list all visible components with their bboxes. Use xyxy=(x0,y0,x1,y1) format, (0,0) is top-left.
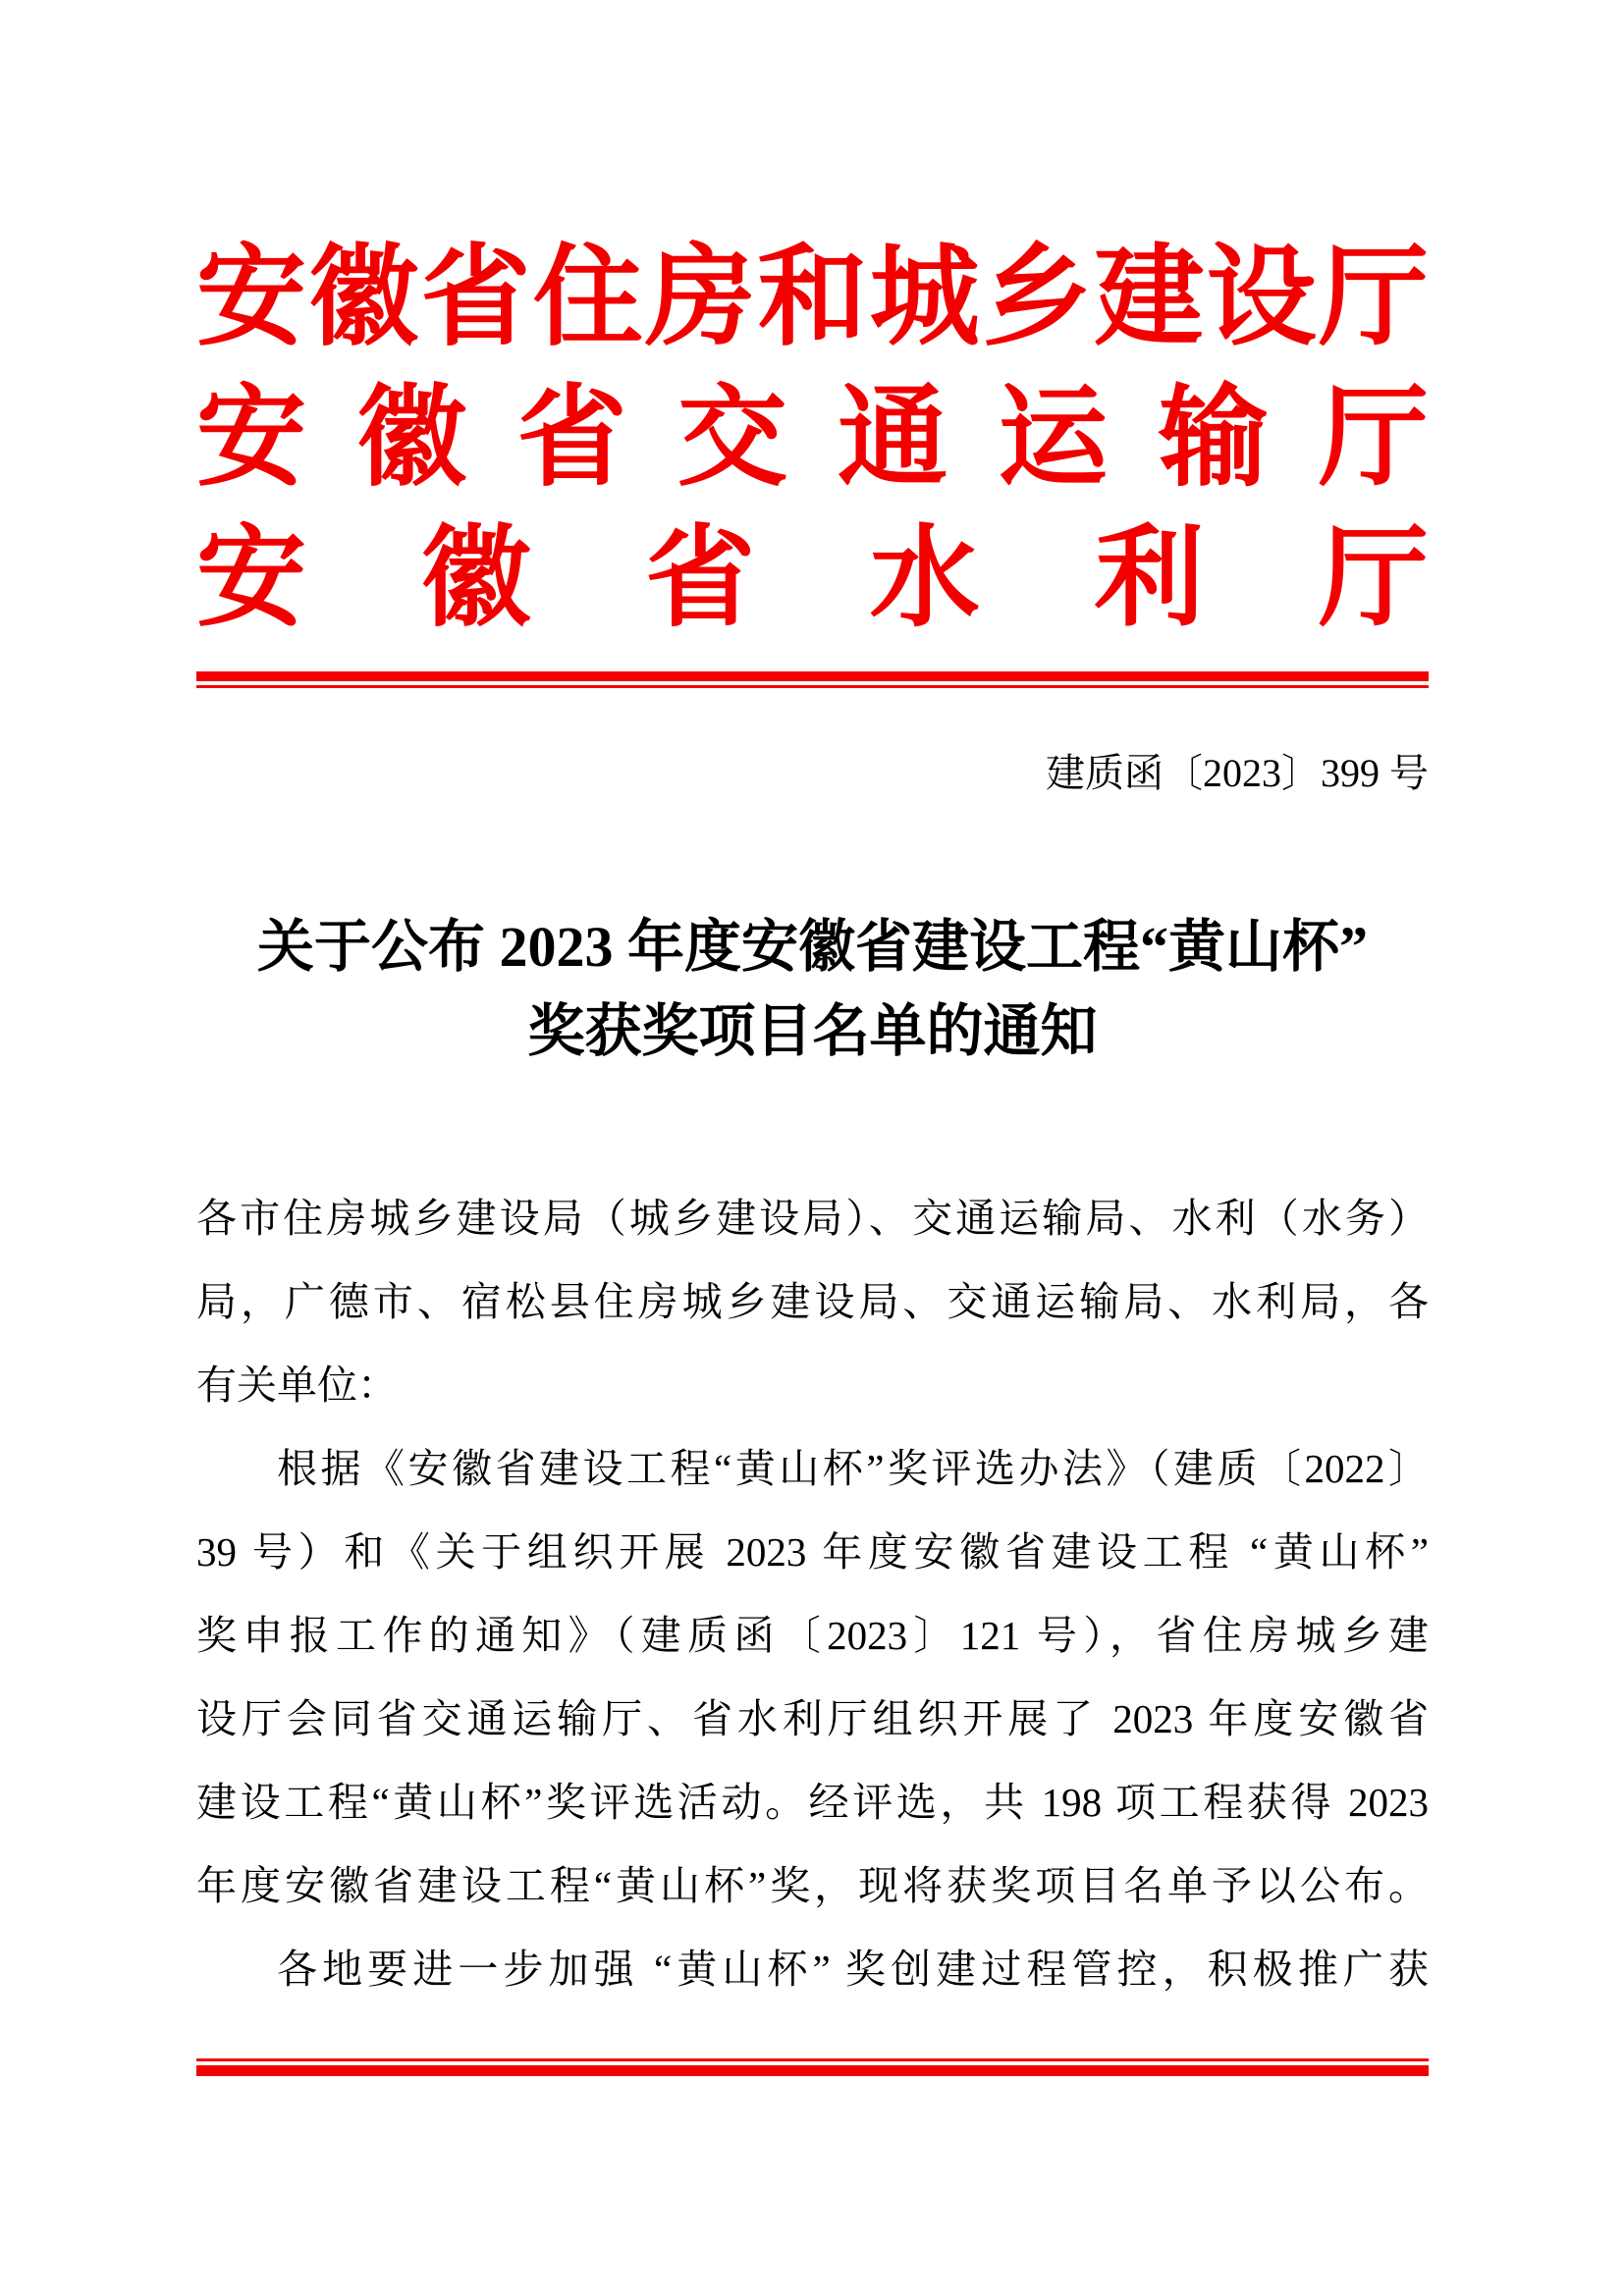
letterhead-char: 房 xyxy=(645,237,756,359)
title-line-2: 奖获奖项目名单的通知 xyxy=(527,999,1098,1063)
letterhead-char: 徽 xyxy=(420,517,531,640)
header-rule-thin xyxy=(196,685,1429,688)
document-number: 建质函〔2023〕399 号 xyxy=(1046,751,1429,795)
letterhead-char: 厅 xyxy=(1318,377,1429,500)
letterhead-char: 通 xyxy=(838,377,948,500)
letterhead-line-3 xyxy=(196,508,1429,649)
footer-rule-thick xyxy=(196,2065,1429,2076)
letterhead-line-1 xyxy=(196,228,1429,368)
letterhead-char: 利 xyxy=(1094,517,1205,640)
body-text xyxy=(196,1177,1429,2011)
header-rule-thick xyxy=(196,671,1429,681)
body-line-6: 奖申报工作的通知》（建质函〔2023〕121 号），省住房城乡建 xyxy=(196,1613,1429,1658)
letterhead-char: 安 xyxy=(196,237,306,359)
footer-rule-thin xyxy=(196,2058,1429,2061)
letterhead-char: 运 xyxy=(998,377,1109,500)
letterhead-char: 安 xyxy=(196,377,306,500)
letterhead-char: 水 xyxy=(869,517,980,640)
letterhead-char: 交 xyxy=(677,377,787,500)
letterhead-char: 徽 xyxy=(356,377,467,500)
letterhead-char: 省 xyxy=(645,517,756,640)
document-title xyxy=(196,905,1429,1074)
letterhead xyxy=(196,228,1429,649)
body-line-4: 根据《安徽省建设工程“黄山杯”奖评选办法》（建质〔2022〕 xyxy=(277,1446,1429,1491)
letterhead-char: 和 xyxy=(757,237,868,359)
letterhead-char: 省 xyxy=(516,377,627,500)
letterhead-char: 省 xyxy=(420,237,531,359)
body-line-7: 设厅会同省交通运输厅、省水利厅组织开展了 2023 年度安徽省 xyxy=(196,1696,1429,1741)
body-line-8: 建设工程“黄山杯”奖评选活动。经评选，共 198 项工程获得 2023 xyxy=(196,1780,1429,1825)
body-line-2: 局，广德市、宿松县住房城乡建设局、交通运输局、水利局，各 xyxy=(196,1279,1429,1324)
letterhead-char: 徽 xyxy=(308,237,419,359)
letterhead-char: 厅 xyxy=(1318,237,1429,359)
letterhead-char: 住 xyxy=(532,237,643,359)
body-line-5: 39 号）和《关于组织开展 2023 年度安徽省建设工程 “黄山杯” xyxy=(196,1529,1429,1575)
body-line-1: 各市住房城乡建设局（城乡建设局）、交通运输局、水利（水务） xyxy=(196,1196,1429,1241)
letterhead-char: 安 xyxy=(196,517,306,640)
body-line-9: 年度安徽省建设工程“黄山杯”奖，现将获奖项目名单予以公布。 xyxy=(196,1863,1429,1908)
letterhead-char: 建 xyxy=(1094,237,1205,359)
letterhead-line-2 xyxy=(196,368,1429,508)
body-line-10: 各地要进一步加强 “黄山杯” 奖创建过程管控，积极推广获 xyxy=(277,1947,1429,1992)
body-line-3: 有关单位： xyxy=(196,1362,398,1408)
letterhead-char: 设 xyxy=(1206,237,1317,359)
letterhead-char: 厅 xyxy=(1318,517,1429,640)
letterhead-char: 乡 xyxy=(982,237,1093,359)
title-line-1: 关于公布 2023 年度安徽省建设工程“黄山杯” xyxy=(256,915,1368,979)
letterhead-char: 城 xyxy=(869,237,980,359)
letterhead-char: 输 xyxy=(1158,377,1269,500)
